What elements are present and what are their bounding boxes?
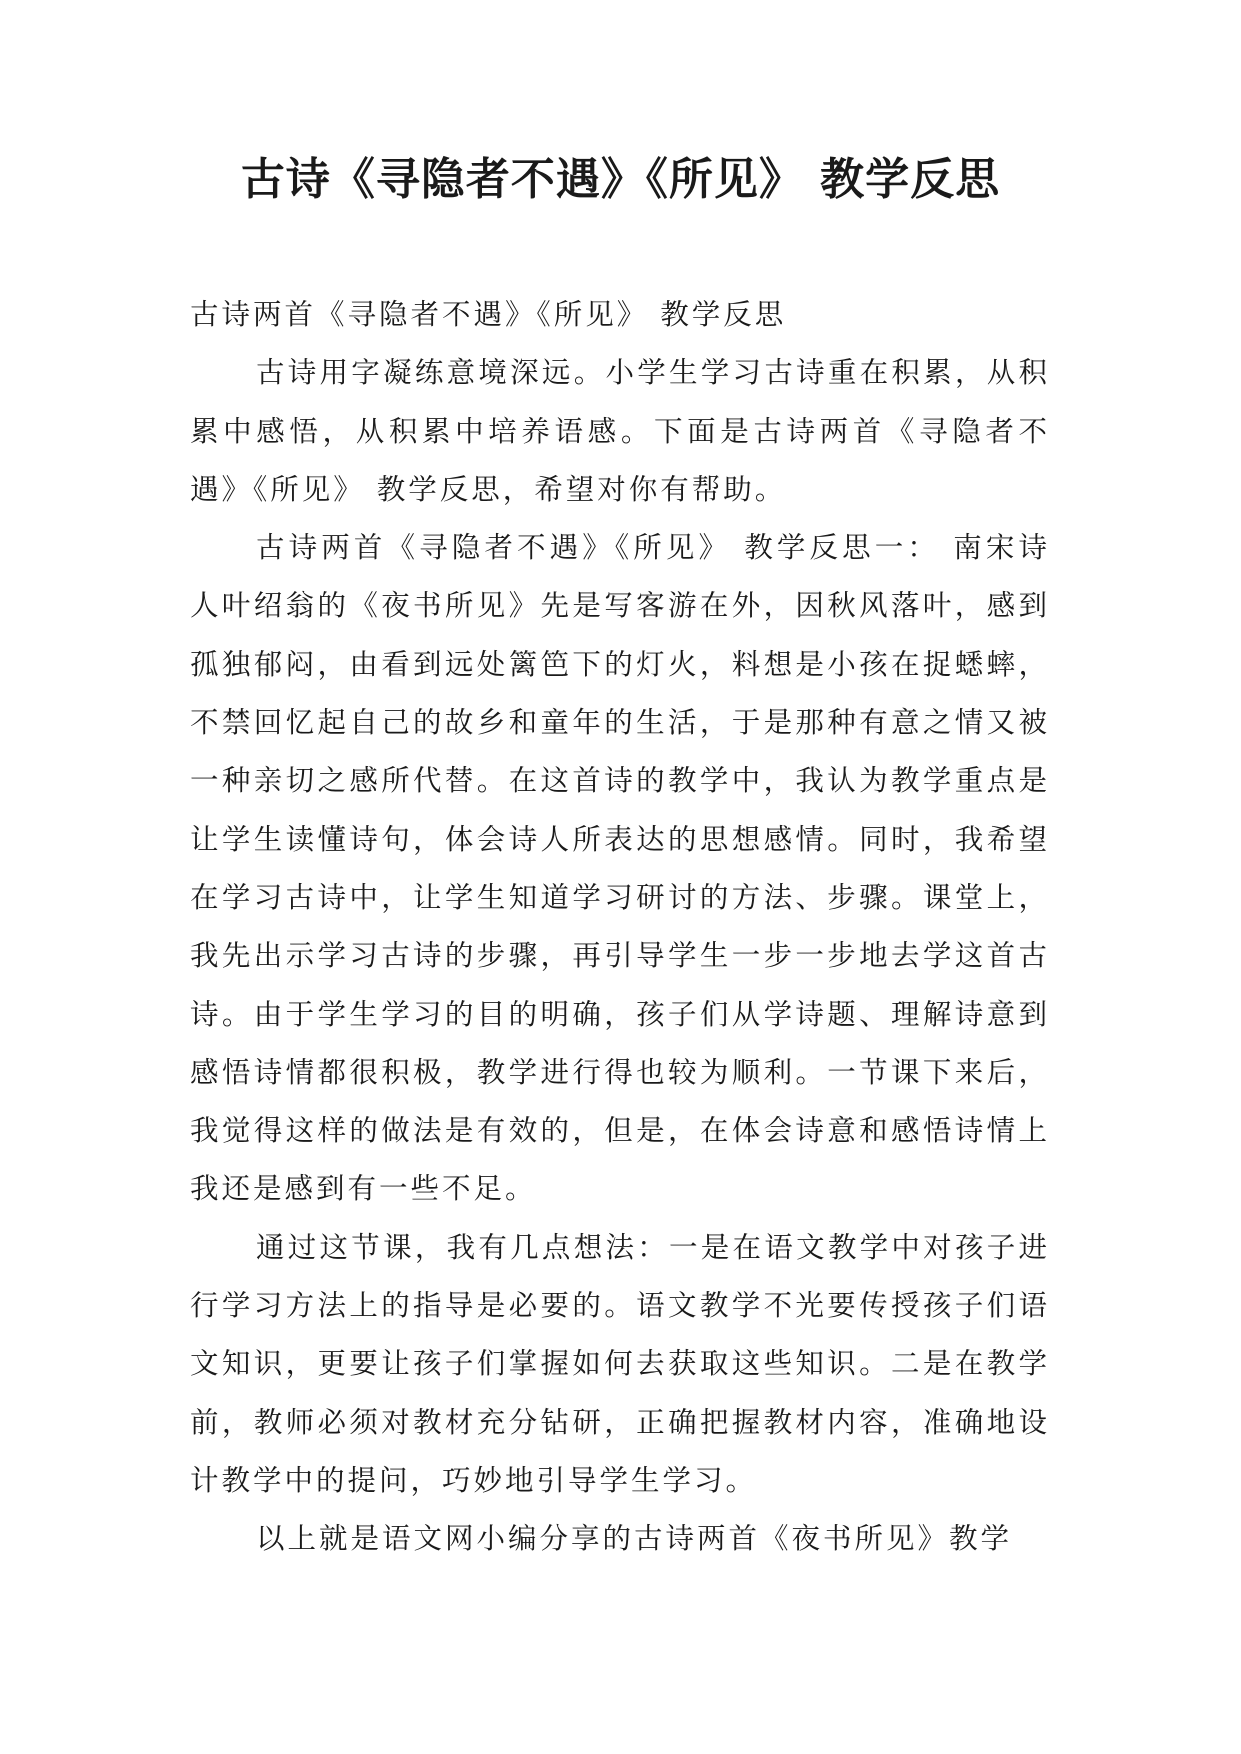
paragraph-intro: 古诗用字凝练意境深远。小学生学习古诗重在积累，从积累中感悟，从积累中培养语感。下面是古诗两首《寻隐者不遇》《所见》 教学反思，希望对你有帮助。 bbox=[190, 356, 1050, 506]
paragraph-reflection-one: 古诗两首《寻隐者不遇》《所见》 教学反思一： 南宋诗人叶绍翁的《夜书所见》先是写客游在外，因秋风落叶，感到孤独郁闷，由看到远处篱笆下的灯火，料想是小孩在捉蟋蟀，不禁回忆起自己的故乡和童年的生活，于是那种有意之情又被一种亲切之感所代替。在这首诗的教学中，我认为教学重点是让学生读懂诗句，体会诗人所表达的思想感情。同时，我希望在学习古诗中，让学生知道学习研讨的方法、步骤。课堂上，我先出示学习古诗的步骤，再引导学生一步一步地去学这首古诗。由于学生学习的目的明确，孩子们从学诗题、理解诗意到感悟诗情都很积极，教学进行得也较为顺利。一节课下来后，我觉得这样的做法是有效的，但是，在体会诗意和感悟诗情上我还是感到有一些不足。 bbox=[190, 531, 1050, 1206]
paragraph-closing: 以上就是语文网小编分享的古诗两首《夜书所见》教学 bbox=[256, 1522, 1013, 1556]
document-subtitle: 古诗两首《寻隐者不遇》《所见》 教学反思 bbox=[190, 298, 787, 331]
document-body bbox=[190, 286, 1050, 1569]
paragraph-thoughts: 通过这节课，我有几点想法：一是在语文教学中对孩子进行学习方法上的指导是必要的。语文教学不光要传授孩子们语文知识，更要让孩子们掌握如何去获取这些知识。二是在教学前，教师必须对教材充分钻研，正确把握教材内容，准确地设计教学中的提问，巧妙地引导学生学习。 bbox=[190, 1230, 1050, 1497]
document-title: 古诗《寻隐者不遇》《所见》 教学反思 bbox=[240, 154, 1001, 205]
